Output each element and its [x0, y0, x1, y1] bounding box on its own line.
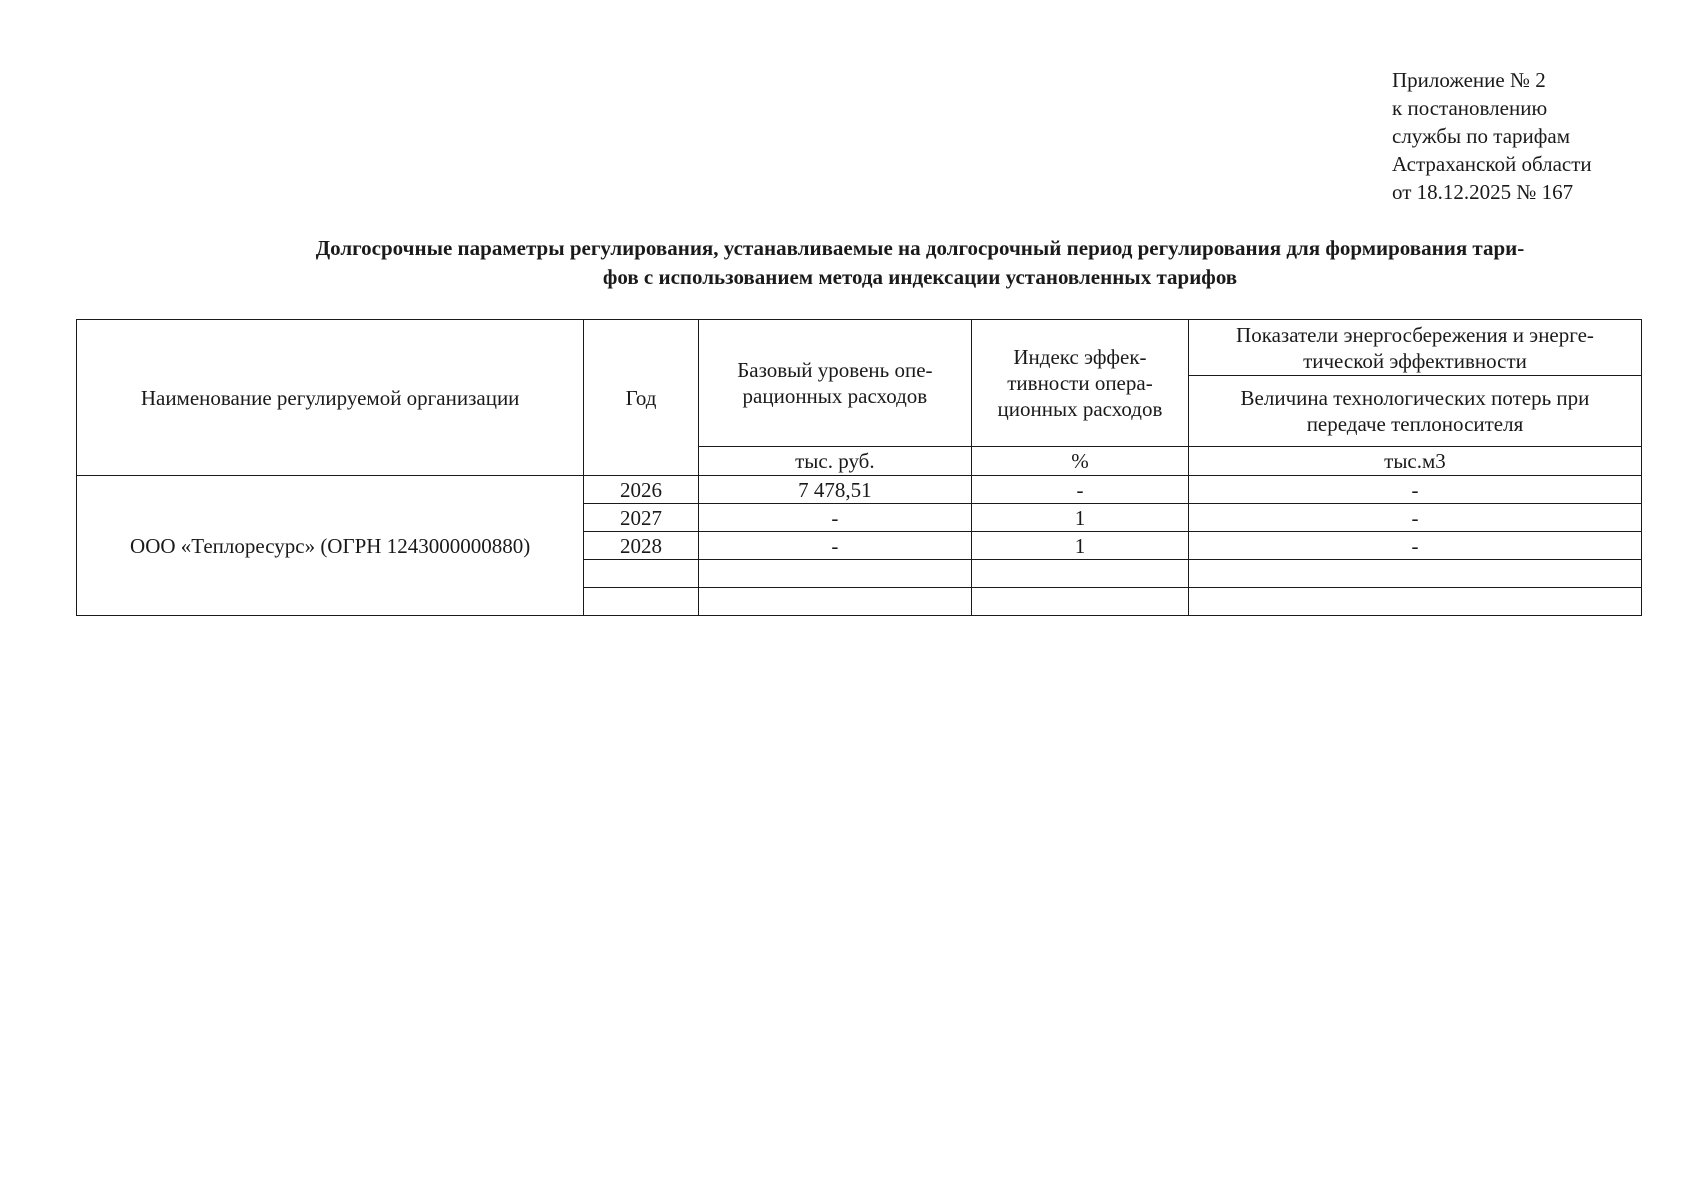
document-title — [200, 234, 1640, 292]
header-energy-indicators — [1188, 320, 1641, 376]
header-loss-line: передаче теплоносителя — [1306, 412, 1524, 436]
header-energy-line: Показатели энергосбережения и энерге- — [1236, 322, 1594, 347]
cell-index — [971, 588, 1188, 616]
header-organization: Наименование регулируемой организации — [77, 320, 584, 476]
cell-year: 2026 — [584, 476, 699, 504]
header-loss-line: Величина технологических потерь при — [1240, 386, 1590, 410]
header-base-level — [698, 320, 971, 447]
appendix-line: к постановлению — [1392, 96, 1548, 120]
cell-loss: - — [1188, 532, 1641, 560]
cell-year: 2028 — [584, 532, 699, 560]
appendix-reference — [1392, 66, 1592, 206]
cell-year — [584, 588, 699, 616]
title-line-1: Долгосрочные параметры регулирования, устанавливаемые на долгосрочный период регулирования для формирования тари- — [315, 236, 1525, 260]
header-efficiency-index — [971, 320, 1188, 447]
title-line-2: фов с использованием метода индексации установленных тарифов — [602, 265, 1238, 289]
cell-base: - — [698, 504, 971, 532]
header-index-line: ционных расходов — [997, 397, 1163, 421]
appendix-line: службы по тарифам — [1392, 124, 1570, 148]
appendix-line: от 18.12.2025 № 167 — [1392, 180, 1574, 204]
cell-base: - — [698, 532, 971, 560]
organization-name: ООО «Теплоресурс» (ОГРН 1243000000880) — [77, 476, 584, 616]
header-energy-line: тической эффективности — [1303, 348, 1527, 373]
cell-base — [698, 560, 971, 588]
cell-base — [698, 588, 971, 616]
cell-loss: - — [1188, 504, 1641, 532]
cell-loss: - — [1188, 476, 1641, 504]
cell-loss — [1188, 560, 1641, 588]
appendix-line: Астраханской области — [1392, 152, 1592, 176]
parameters-table — [76, 319, 1642, 616]
header-base-line: рационных расходов — [742, 384, 928, 408]
table-row — [77, 476, 1642, 504]
header-technological-losses — [1188, 376, 1641, 447]
cell-loss — [1188, 588, 1641, 616]
appendix-line: Приложение № 2 — [1392, 68, 1546, 92]
cell-index: - — [971, 476, 1188, 504]
header-year: Год — [584, 320, 699, 476]
header-index-line: Индекс эффек- — [1013, 345, 1147, 369]
cell-index: 1 — [971, 504, 1188, 532]
cell-base: 7 478,51 — [698, 476, 971, 504]
unit-index: % — [971, 447, 1188, 476]
header-index-line: тивности опера- — [1007, 371, 1153, 395]
header-base-line: Базовый уровень опе- — [737, 358, 933, 382]
cell-index: 1 — [971, 532, 1188, 560]
header-row-1 — [77, 320, 1642, 376]
unit-base: тыс. руб. — [698, 447, 971, 476]
cell-year — [584, 560, 699, 588]
unit-loss: тыс.м3 — [1188, 447, 1641, 476]
cell-index — [971, 560, 1188, 588]
cell-year: 2027 — [584, 504, 699, 532]
